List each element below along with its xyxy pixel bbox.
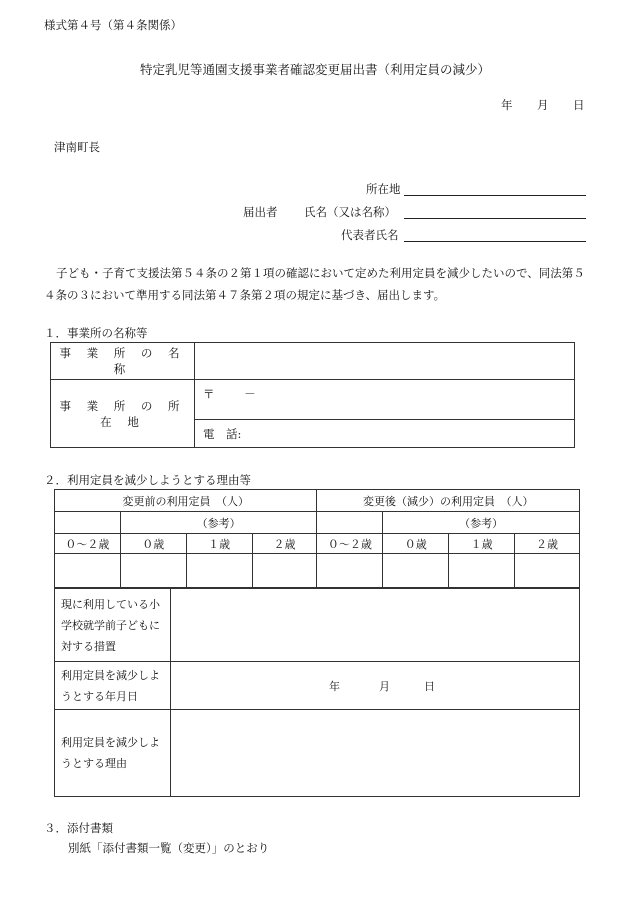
representative-field[interactable] [404,241,586,242]
attachments-note: 別紙「添付書類一覧（変更）」のとおり [68,841,270,855]
capacity-table [54,489,580,588]
facility-name-label: 事 業 所 の 名 称 [51,343,195,380]
age-header: ２歳 [515,534,580,554]
representative-label: 代表者氏名 [341,228,399,242]
reduction-date-day: 日 [424,680,435,693]
age-header: ０～２歳 [317,534,383,554]
after-blank-cell [317,512,383,534]
phone-label: 電 話: [203,426,242,441]
form-number: 様式第４号（第４条関係） [44,18,182,32]
body-text: 子ども・子育て支援法第５４条の２第１項の確認において定めた利用定員を減少したいので、同法第５４条の３において準用する同法第４７条第２項の規定に基づき、届出します。 [44,266,585,302]
postal-mark: 〒 [203,387,215,401]
date-day: 日 [573,98,585,112]
addressee: 津南町長 [54,140,100,154]
capacity-input-cell[interactable] [120,554,186,588]
age-header: ２歳 [252,534,317,554]
capacity-input-cell[interactable] [383,554,449,588]
name-label: 氏名（又は名称） [304,205,396,219]
measures-field[interactable] [171,589,580,662]
capacity-input-cell[interactable] [252,554,317,588]
postal-dash: － [244,387,256,401]
name-field[interactable] [404,218,586,219]
reduction-date-label: 利用定員を減少しようとする年月日 [55,662,171,710]
facility-name-field[interactable] [195,343,575,380]
capacity-input-cell[interactable] [186,554,252,588]
reason-table [54,588,580,797]
date-year: 年 [501,98,513,112]
reduction-date-month: 月 [379,680,390,693]
date-month: 月 [537,98,549,112]
before-reference-label: （参考） [120,512,317,534]
capacity-input-cell[interactable] [55,554,121,588]
address-label: 所在地 [366,182,401,196]
facility-address-label: 事 業 所 の 所 在 地 [51,380,195,448]
reduction-date-field[interactable] [171,662,580,710]
document-title: 特定乳児等通園支援事業者確認変更届出書（利用定員の減少） [139,62,490,77]
section3-heading: ３．添付書類 [44,821,113,835]
facility-table [50,342,575,448]
reduction-reason-field[interactable] [171,710,580,797]
after-reference-label: （参考） [383,512,580,534]
reduction-reason-label: 利用定員を減少しようとする理由 [55,710,171,797]
address-field[interactable] [404,195,586,196]
capacity-input-cell[interactable] [449,554,515,588]
measures-label: 現に利用している小学校就学前子どもに対する措置 [55,589,171,662]
age-header: ０歳 [120,534,186,554]
age-header: １歳 [449,534,515,554]
reduction-date-year: 年 [329,680,340,693]
applicant-label: 届出者 [243,205,278,219]
capacity-input-cell[interactable] [515,554,580,588]
age-header: １歳 [186,534,252,554]
after-capacity-header: 変更後（減少）の利用定員 （人） [317,490,580,512]
age-header: ０歳 [383,534,449,554]
facility-postal-field[interactable] [195,380,575,420]
capacity-input-cell[interactable] [317,554,383,588]
before-blank-cell [55,512,121,534]
before-capacity-header: 変更前の利用定員 （人） [55,490,317,512]
section1-heading: １．事業所の名称等 [44,326,148,340]
section2-heading: ２．利用定員を減少しようとする理由等 [44,473,251,487]
age-header: ０～２歳 [55,534,121,554]
facility-phone-field[interactable] [195,420,575,448]
